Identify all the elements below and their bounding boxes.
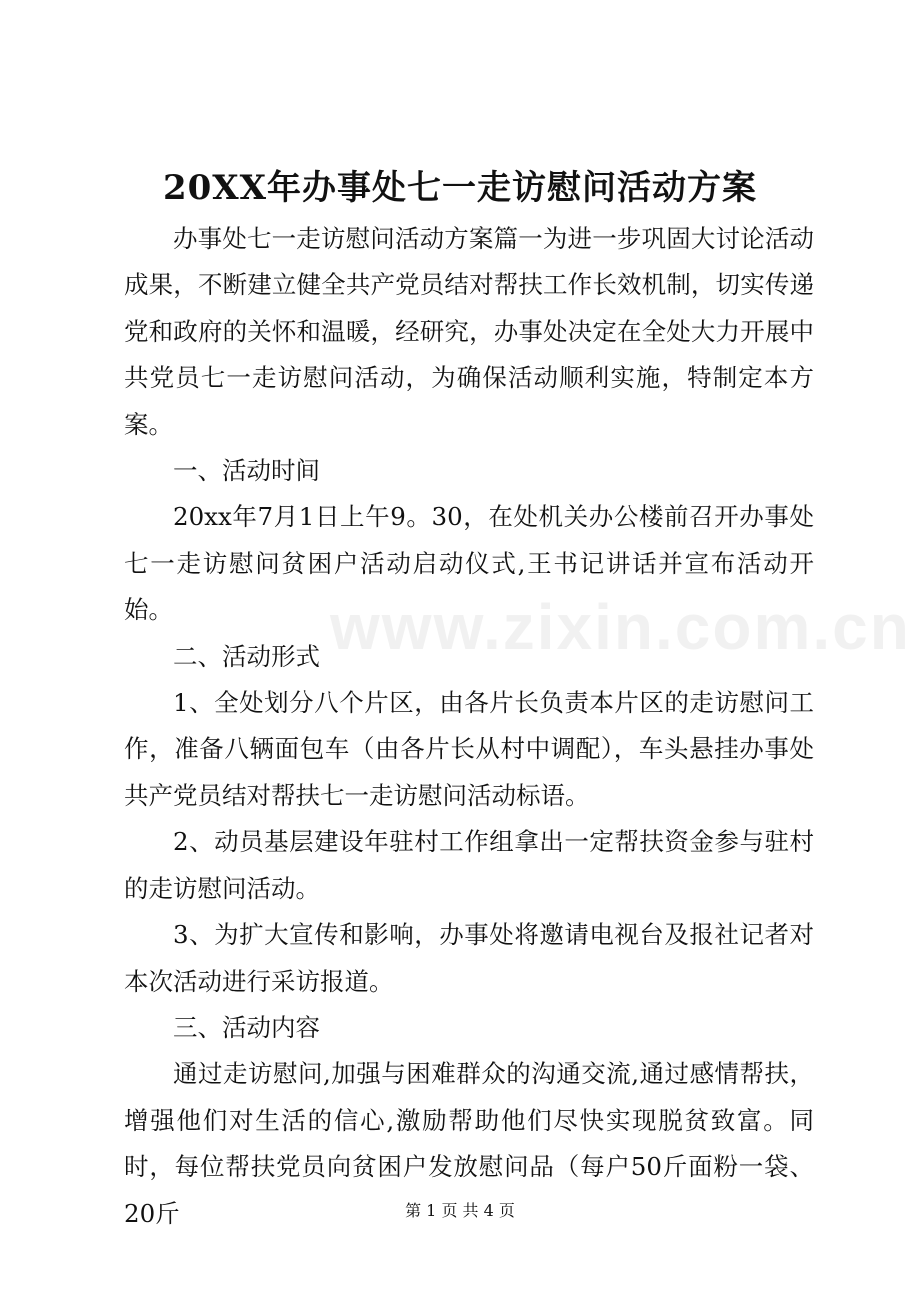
page-footer: 第 1 页 共 4 页: [405, 1201, 515, 1220]
section-heading-time: 一、活动时间: [173, 456, 320, 486]
paragraph-form-3: 3、为扩大宣传和影响，办事处将邀请电视台及报社记者对本次活动进行采访报道。: [124, 920, 814, 996]
paragraph-content: 通过走访慰问,加强与困难群众的沟通交流,通过感情帮扶，增强他们对生活的信心,激励帮助他们尽快实现脱贫致富。同时，每位帮扶党员向贫困户发放慰问品（每户50斤面粉一袋、20斤: [124, 1059, 814, 1228]
watermark: www.zixin.com.cn: [330, 591, 911, 663]
paragraph-time: 20xx年7月1日上午9。30，在处机关办公楼前召开办事处七一走访慰问贫困户活动启动仪式,王书记讲话并宣布活动开始。: [124, 502, 814, 625]
section-heading-form: 二、活动形式: [173, 641, 320, 671]
document-body: [124, 216, 814, 1237]
section-heading-content: 三、活动内容: [173, 1012, 320, 1042]
paragraph-form-1: 1、全处划分八个片区，由各片长负责本片区的走访慰问工作，准备八辆面包车（由各片长从村中调配），车头悬挂办事处共产党员结对帮扶七一走访慰问活动标语。: [124, 688, 814, 810]
paragraph-form-2: 2、动员基层建设年驻村工作组拿出一定帮扶资金参与驻村的走访慰问活动。: [124, 827, 814, 903]
document-title: 20XX年办事处七一走访慰问活动方案: [162, 168, 758, 208]
paragraph-intro: 办事处七一走访慰问活动方案篇一为进一步巩固大讨论活动成果，不断建立健全共产党员结对帮扶工作长效机制，切实传递党和政府的关怀和温暖，经研究，办事处决定在全处大力开展中共党员七一走访慰问活动，为确保活动顺利实施，特制定本方案。: [124, 224, 814, 439]
